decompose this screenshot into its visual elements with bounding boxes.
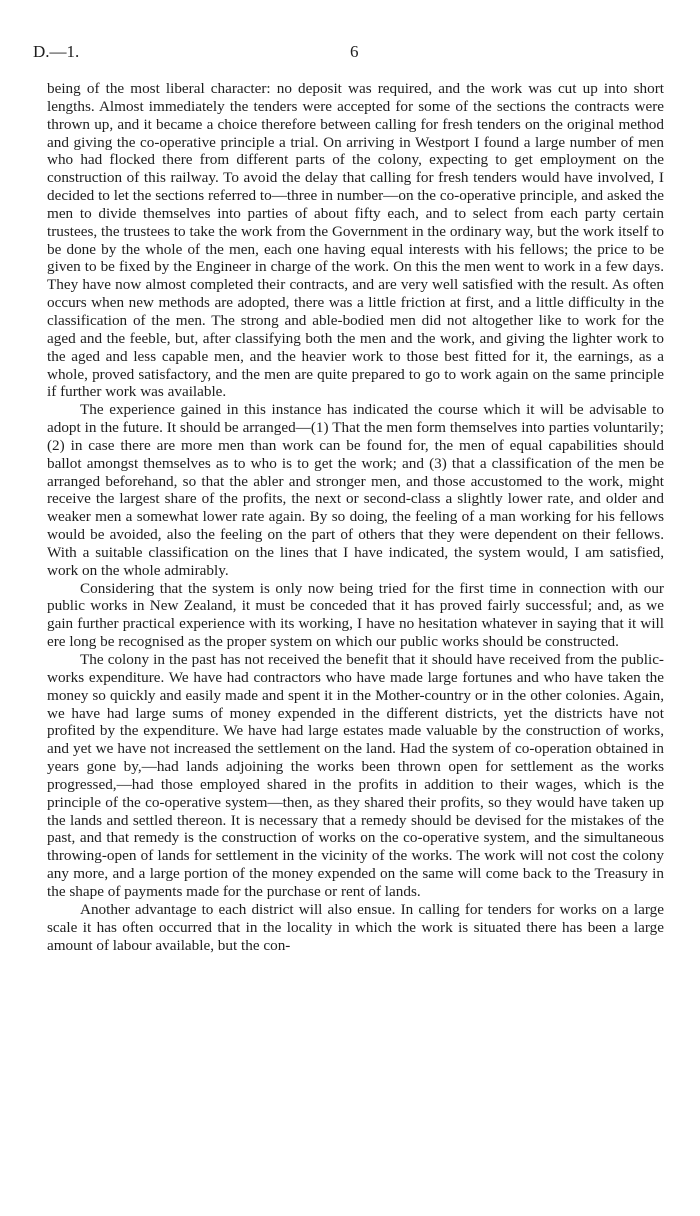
page-body: [47, 80, 664, 954]
page-number: 6: [350, 42, 359, 61]
page-header: [33, 42, 665, 66]
paragraph: Another advantage to each district will also ensue. In calling for tenders for works on a large scale it has often occurred that in the locality in which the work is situated there has been a large amount of labour available, but the con-: [47, 900, 664, 954]
paragraph: The experience gained in this instance has indicated the course which it will be advisable to adopt in the future. It should be arranged—(1) That the men form themselves into parties voluntarily; (2) in case there are more men than work can be found for, the men of equal capabilities should ballot amongst themselves as to who is to get the work; and (3) that a classification of the men be arranged beforehand, so that the abler and stronger men, and those accustomed to the work, might receive the largest share of the profits, the next or second-class a slightly lower rate, and older and weaker men a somewhat lower rate again. By so doing, the feeling of a man working for his fellows would be avoided, also the feeling on the part of others that they were dependent on their fellows. With a suitable classification on the lines that I have indicated, the system would, I am satisfied, work on the whole admirably.: [47, 401, 664, 579]
paragraph: Considering that the system is only now being tried for the first time in connection with our public works in New Zealand, it must be conceded that it has proved fairly successful; and, as we gain further practical experience with its working, I have no hesitation whatever in saying that it will ere long be recognised as the proper system on which our public works should be constructed.: [47, 579, 664, 651]
document-reference: D.—1.: [33, 42, 80, 61]
paragraph-continued: being of the most liberal character: no deposit was required, and the work was cut up into short lengths. Almost immediately the tenders were accepted for some of the sections the contracts were thrown up, and it became a choice therefore between calling for fresh tenders on the original method and giving the co-operative principle a trial. On arriving in Westport I found a large number of men who had flocked there from different parts of the colony, expecting to get employment on the construction of this railway. To avoid the delay that calling for fresh tenders would have involved, I decided to let the sections referred to—three in number—on the co-operative principle, and asked the men to divide themselves into parties of about fifty each, and to select from each party certain trustees, the trustees to take the work from the Government in the ordinary way, but the work itself to be done by the whole of the men, each one having equal interests with his fellows; the price to be given to be fixed by the Engineer in charge of the work. On this the men went to work in a few days. They have now almost completed their contracts, and are very well satisfied with the result. As often occurs when new methods are adopted, there was a little friction at first, and a little difficulty in the classification of the men. The strong and able-bodied men did not altogether like to work for the aged and the feeble, but, after classifying both the men and the work, and giving the lighter work to the aged and less capable men, and the heavier work to those best fitted for it, the earnings, as a whole, proved satisfactory, and the men are quite prepared to go to work again on the same principle if further work was available.: [47, 80, 664, 401]
paragraph: The colony in the past has not received the benefit that it should have received from the public-works expenditure. We have had contractors who have made large fortunes and who have taken the money so quickly and easily made and spent it in the Mother-country or in the other colonies. Again, we have had large sums of money expended in the different districts, yet the districts have not profited by the expenditure. We have had large estates made valuable by the construction of works, and yet we have not increased the settlement on the land. Had the system of co-operation obtained in years gone by,—had lands adjoining the works been thrown open for settlement as the works progressed,—had those employed shared in the profits in addition to their wages, which is the principle of the co-operative system—then, as they shared their profits, so they would have taken up the lands and settled thereon. It is necessary that a remedy should be devised for the mistakes of the past, and that remedy is the construction of works on the co-operative system, and the simultaneous throwing-open of lands for settlement in the vicinity of the works. The work will not cost the colony any more, and a large portion of the money expended on the same will come back to the Treasury in the shape of payments made for the purchase or rent of lands.: [47, 651, 664, 900]
